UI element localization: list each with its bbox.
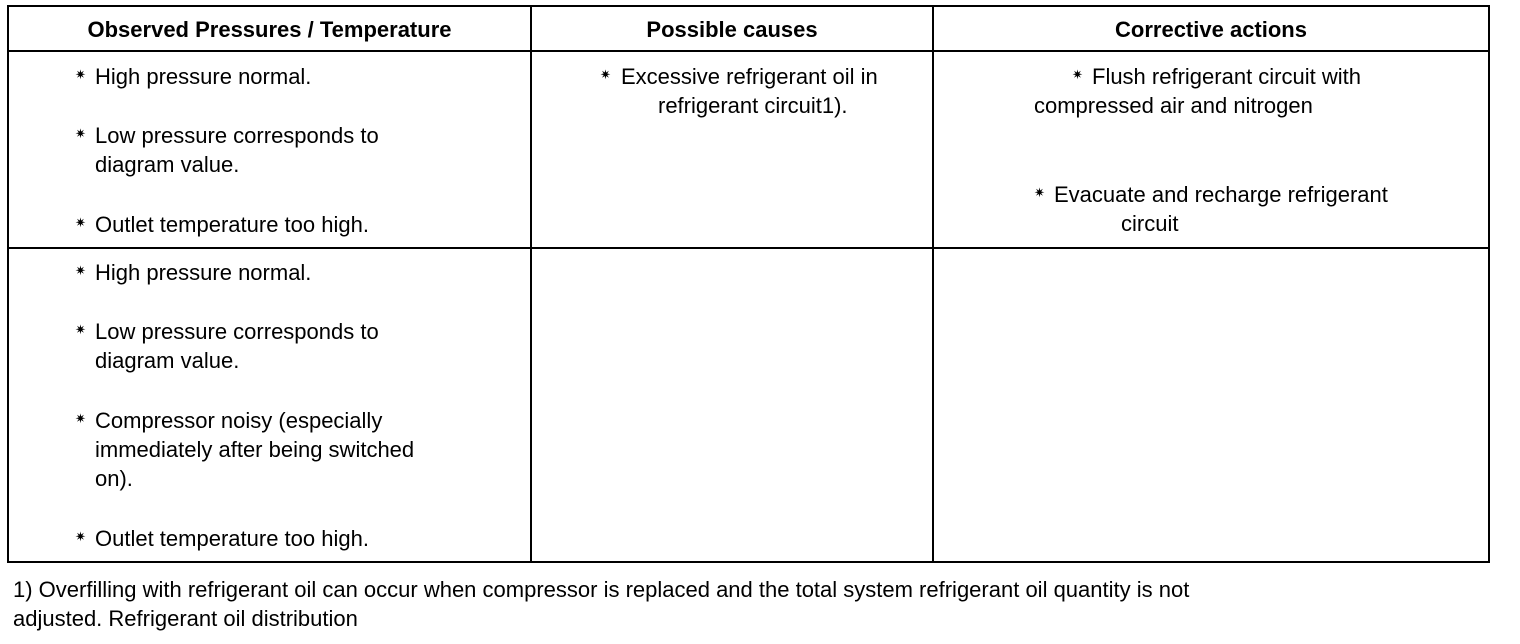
bullet-icon: ✷ [75, 322, 86, 337]
bullet-icon: ✷ [600, 67, 611, 82]
bullet-icon: ✷ [75, 411, 86, 426]
bullet-icon: ✷ [75, 215, 86, 230]
bullet-icon: ✷ [75, 67, 86, 82]
row1-observed-item2: Low pressure corresponds to [95, 123, 379, 148]
row1-observed-item2-cont: diagram value. [95, 152, 240, 177]
footnote-line1: 1) Overfilling with refrigerant oil can occur when compressor is replaced and the total system refrigerant oil quantity is not [13, 577, 1190, 602]
row2-observed-item1: High pressure normal. [95, 260, 312, 285]
row1-observed-item1: High pressure normal. [95, 64, 312, 89]
footnote-line2: adjusted. Refrigerant oil distribution [13, 606, 358, 631]
row1-cause: Excessive refrigerant oil in [621, 64, 878, 89]
row1-observed-item3: Outlet temperature too high. [95, 212, 369, 237]
bullet-icon: ✷ [75, 263, 86, 278]
row1-action2: Evacuate and recharge refrigerant [1054, 182, 1388, 207]
bullet-icon: ✷ [1072, 67, 1083, 82]
row2-observed-item2: Low pressure corresponds to [95, 319, 379, 344]
row1-action2-cont: circuit [1121, 211, 1179, 236]
header-causes: Possible causes [646, 17, 818, 42]
row2-observed-item4: Outlet temperature too high. [95, 526, 369, 551]
row1-action1-cont: compressed air and nitrogen [1034, 93, 1313, 118]
row2-observed-item2-cont: diagram value. [95, 348, 240, 373]
row2-observed-item3-cont: immediately after being switched [95, 437, 415, 462]
header-observed: Observed Pressures / Temperature [87, 17, 452, 42]
row1-cause-cont: refrigerant circuit1). [658, 93, 848, 118]
bullet-icon: ✷ [75, 529, 86, 544]
bullet-icon: ✷ [75, 126, 86, 141]
header-actions: Corrective actions [1115, 17, 1307, 42]
row2-observed-item3-cont2: on). [95, 466, 133, 491]
row1-action1: Flush refrigerant circuit with [1092, 64, 1361, 89]
bullet-icon: ✷ [1034, 185, 1045, 200]
row2-observed-item3: Compressor noisy (especially [95, 408, 383, 433]
